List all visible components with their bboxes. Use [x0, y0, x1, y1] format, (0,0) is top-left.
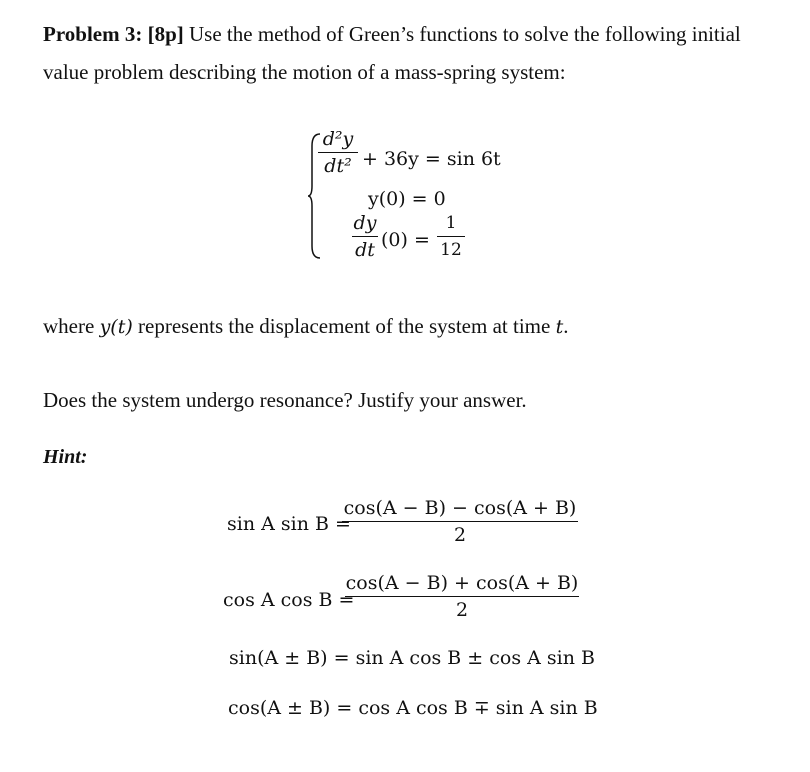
eq3-rhs-numerator: 1 — [445, 213, 457, 233]
resonance-question: Does the system undergo resonance? Justify your answer. — [43, 388, 527, 412]
problem-label: Problem 3: — [43, 22, 143, 46]
problem-points: [8p] — [147, 22, 184, 46]
eq1-rest: + 36y = sin 6t — [362, 148, 501, 170]
where-middle: represents the displacement of the system at time — [138, 314, 551, 338]
identity1-lhs: sin A sin B = — [227, 513, 351, 535]
eq1-denominator: dt² — [324, 155, 352, 177]
identity2-lhs: cos A cos B = — [223, 589, 355, 611]
eq3-lhs-fraction — [352, 212, 378, 261]
where-sentence — [43, 308, 568, 345]
eq1-fraction — [318, 128, 358, 177]
problem-text-1: Use the method of Green’s functions to solve the following initial — [189, 22, 741, 46]
identity2-bar — [345, 596, 579, 597]
eq1-fraction-bar — [318, 152, 358, 153]
eq3-rhs-denominator: 12 — [440, 240, 462, 260]
identity2-denominator: 2 — [455, 599, 469, 621]
eq1-numerator: d²y — [322, 128, 354, 150]
identity1-numerator: cos(A − B) − cos(A + B) — [343, 497, 577, 519]
eq3-rhs-bar — [437, 236, 465, 237]
where-end: . — [563, 314, 569, 338]
eq3-fraction-bar — [352, 236, 378, 237]
identity1-bar — [342, 521, 578, 522]
identity2-fraction — [345, 572, 579, 621]
where-variable: t — [555, 316, 564, 338]
identity2-numerator: cos(A − B) + cos(A + B) — [345, 572, 579, 594]
eq3-denominator: dt — [355, 239, 375, 261]
problem-text-2: value problem describing the motion of a mass-spring system: — [43, 60, 566, 84]
identity3: sin(A ± B) = sin A cos B ± cos A sin B — [229, 647, 595, 669]
where-function: y(t) — [99, 316, 133, 338]
hint-label: Hint: — [43, 446, 88, 468]
problem-line-1 — [43, 16, 741, 52]
eq2: y(0) = 0 — [368, 188, 446, 210]
identity4: cos(A ± B) = cos A cos B ∓ sin A sin B — [228, 697, 598, 719]
eq3-numerator: dy — [353, 212, 377, 234]
identity1-denominator: 2 — [453, 524, 467, 546]
eq3-rhs-fraction — [437, 212, 465, 261]
identity1-fraction — [342, 497, 578, 546]
where-prefix: where — [43, 314, 95, 338]
eq3-middle: (0) = — [381, 229, 430, 251]
